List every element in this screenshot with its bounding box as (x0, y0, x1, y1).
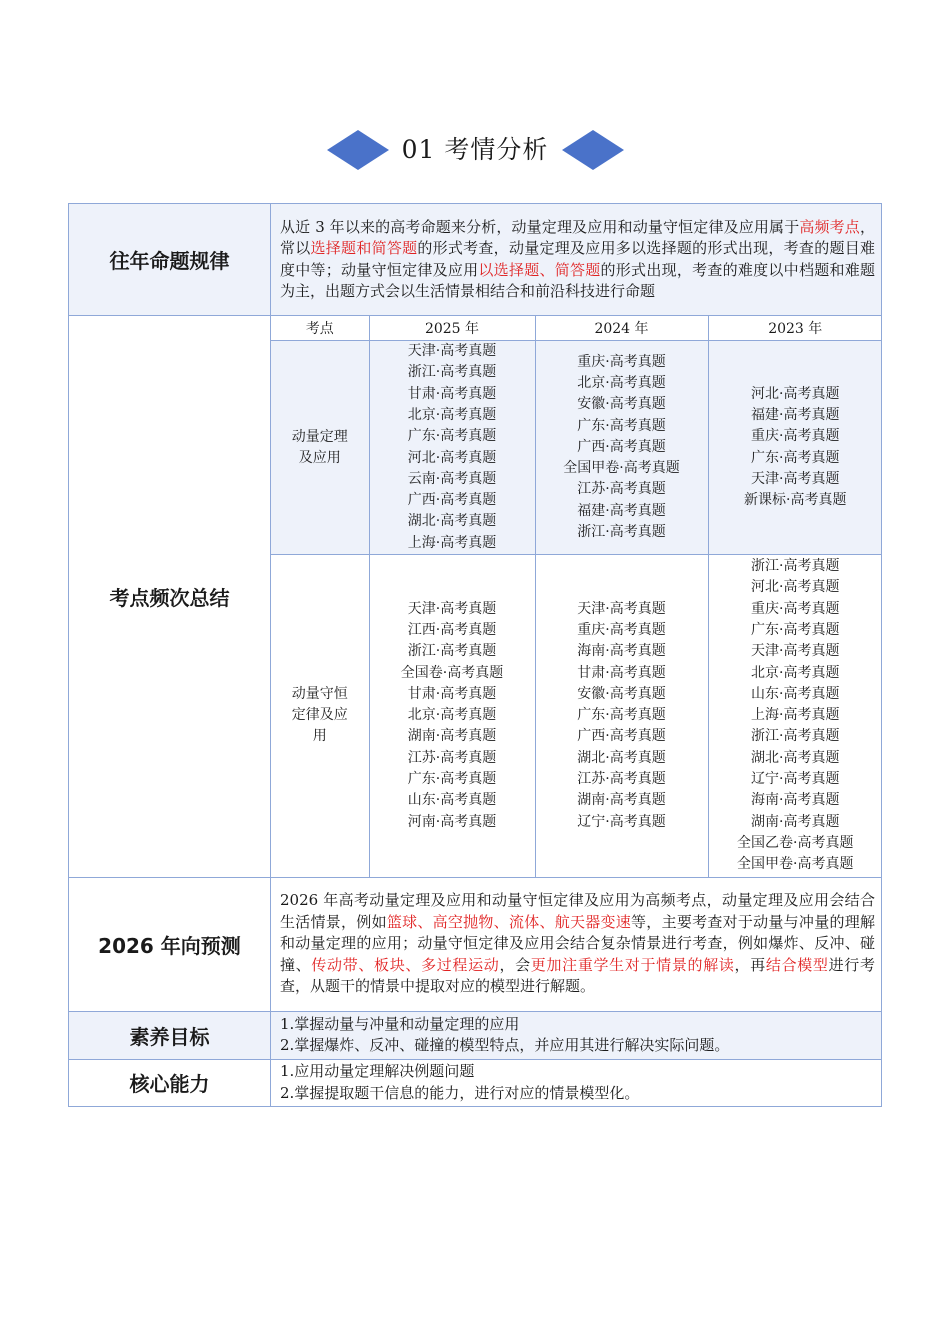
header-2025: 2025 年 (369, 316, 535, 341)
exam-item: 浙江·高考真题 (751, 558, 840, 575)
exam-item: 海南·高考真题 (751, 792, 840, 809)
exam-item: 福建·高考真题 (751, 406, 840, 423)
exam-item: 北京·高考真题 (751, 664, 840, 681)
body-text: ，常以 (280, 217, 875, 257)
exam-item: 重庆·高考真题 (577, 353, 666, 370)
exam-item: 广东·高考真题 (751, 449, 840, 466)
literacy-cell (271, 1011, 882, 1059)
literacy-line: 2.掌握爆炸、反冲、碰撞的模型特点，并应用其进行解决实际问题。 (280, 1036, 730, 1054)
row-label-pattern: 往年命题规律 (69, 204, 271, 316)
exam-item: 安徽·高考真题 (577, 685, 666, 702)
point-name (271, 341, 369, 555)
list-2025 (369, 341, 535, 555)
exam-list (709, 384, 883, 512)
exam-item: 江西·高考真题 (407, 621, 497, 638)
exam-item: 浙江·高考真题 (407, 643, 497, 660)
list-2024 (535, 341, 708, 555)
highlight-text: 篮球、高空抛物、流体、航天器变速 (386, 912, 632, 931)
exam-item: 广西·高考真题 (407, 492, 497, 509)
point-name-text: 动量定理及应用 (291, 428, 348, 466)
point-name-text: 动量守恒定律及应用 (291, 686, 348, 745)
exam-item: 辽宁·高考真题 (577, 813, 666, 830)
exam-item: 广东·高考真题 (751, 621, 840, 638)
exam-item: 辽宁·高考真题 (751, 770, 840, 787)
list-2023 (708, 341, 882, 555)
exam-item: 江苏·高考真题 (407, 749, 497, 766)
row-forecast (69, 877, 882, 1011)
exam-item: 湖北·高考真题 (577, 749, 666, 766)
exam-item: 江苏·高考真题 (577, 481, 666, 498)
body-text: ，会 (499, 955, 531, 974)
exam-item: 湖北·高考真题 (751, 749, 840, 766)
highlight-text: 以选择题、简答题 (478, 260, 601, 279)
exam-list (370, 341, 535, 554)
row-label-ability: 核心能力 (69, 1059, 271, 1106)
list-2023 (708, 555, 882, 877)
row-frequency (69, 316, 882, 878)
exam-item: 全国卷·高考真题 (400, 664, 504, 681)
exam-item: 湖南·高考真题 (577, 792, 666, 809)
page-title: 01 考情分析 (401, 135, 549, 164)
frequency-table (271, 316, 882, 877)
exam-item: 山东·高考真题 (751, 685, 840, 702)
forecast-text (271, 889, 881, 999)
body-text: ，再 (734, 955, 766, 974)
row-label-literacy: 素养目标 (69, 1011, 271, 1059)
exam-item: 天津·高考真题 (577, 600, 666, 617)
exam-item: 重庆·高考真题 (751, 428, 840, 445)
literacy-line: 1.掌握动量与冲量和动量定理的应用 (280, 1014, 520, 1033)
body-text: 等，主要考查对于动量与冲量的理解和动量定理的应用；动量守恒定律及应用会结合复杂情景进行考查，例如爆炸、反冲、碰撞、 (280, 912, 875, 974)
exam-item: 全国甲卷·高考真题 (737, 856, 854, 873)
ability-cell (271, 1059, 882, 1106)
exam-item: 上海·高考真题 (407, 534, 497, 551)
exam-item: 重庆·高考真题 (577, 621, 666, 638)
highlight-text: 选择题和简答题 (310, 239, 418, 257)
exam-item: 天津·高考真题 (407, 343, 497, 360)
exam-item: 北京·高考真题 (407, 406, 497, 423)
point-name (271, 555, 369, 877)
exam-item: 湖南·高考真题 (751, 813, 840, 830)
exam-item: 河北·高考真题 (751, 385, 840, 402)
row-label-forecast: 2026 年向预测 (69, 877, 271, 1011)
header-2024: 2024 年 (535, 316, 708, 341)
exam-item: 甘肃·高考真题 (577, 664, 666, 681)
frequency-row-theorem (271, 341, 882, 555)
row-ability (69, 1059, 882, 1106)
exam-item: 上海·高考真题 (751, 707, 840, 724)
exam-item: 甘肃·高考真题 (407, 385, 497, 402)
exam-item: 北京·高考真题 (577, 374, 666, 391)
body-text: 从近 3 年以来的高考命题来分析，动量定理及应用和动量守恒定律及应用属于 (280, 217, 800, 236)
exam-item: 浙江·高考真题 (751, 728, 840, 745)
list-2025 (369, 555, 535, 877)
exam-item: 浙江·高考真题 (577, 524, 666, 541)
highlight-text: 结合模型 (765, 955, 829, 974)
exam-item: 北京·高考真题 (407, 707, 497, 724)
exam-item: 广西·高考真题 (577, 438, 666, 455)
pattern-cell (271, 204, 882, 316)
exam-item: 河北·高考真题 (407, 449, 497, 466)
exam-item: 福建·高考真题 (577, 502, 666, 519)
exam-item: 广东·高考真题 (407, 770, 497, 787)
header-point: 考点 (271, 316, 369, 341)
row-label-frequency: 考点频次总结 (69, 316, 271, 878)
title-banner (0, 128, 950, 172)
diamond-right-icon (562, 128, 624, 172)
exam-item: 甘肃·高考真题 (407, 685, 497, 702)
highlight-text: 高频考点 (799, 217, 860, 236)
row-literacy (69, 1011, 882, 1059)
exam-item: 浙江·高考真题 (407, 364, 497, 381)
exam-item: 河南·高考真题 (407, 813, 497, 830)
exam-list (536, 599, 708, 833)
frequency-header-row (271, 316, 882, 341)
exam-item: 广西·高考真题 (577, 728, 666, 745)
body-text: 进行考查，从题干的情景中提取对应的模型进行解题。 (280, 955, 875, 996)
ability-line: 1.应用动量定理解决例题问题 (280, 1062, 475, 1080)
exam-list (370, 599, 535, 833)
exam-item: 河北·高考真题 (751, 579, 840, 596)
exam-list (709, 556, 883, 875)
exam-item: 云南·高考真题 (407, 470, 497, 487)
exam-list (536, 352, 708, 544)
exam-item: 广东·高考真题 (577, 707, 666, 724)
body-text: 的形式考查，动量定理及应用多以选择题的形式出现，考查的题目难度中等；动量守恒定律及应用 (280, 239, 875, 279)
frequency-cell (271, 316, 882, 878)
exam-item: 湖北·高考真题 (407, 513, 497, 530)
exam-item: 海南·高考真题 (577, 643, 666, 660)
row-pattern (69, 204, 882, 316)
exam-item: 天津·高考真题 (751, 470, 840, 487)
exam-item: 安徽·高考真题 (577, 396, 666, 413)
forecast-cell (271, 877, 882, 1011)
analysis-table (68, 203, 882, 1107)
highlight-text: 传动带、板块、多过程运动 (311, 955, 500, 974)
body-text: 2026 年高考动量定理及应用和动量守恒定律及应用为高频考点，动量定理及应用会结合生活情景，例如 (280, 891, 875, 931)
exam-item: 山东·高考真题 (407, 792, 497, 809)
body-text: 的形式出现，考查的难度以中档题和难题为主，出题方式会以生活情景相结合和前沿科技进行命题 (280, 260, 875, 300)
highlight-text: 更加注重学生对于情景的解读 (530, 955, 735, 974)
header-2023: 2023 年 (708, 316, 882, 341)
exam-item: 全国甲卷·高考真题 (563, 460, 680, 477)
exam-item: 新课标·高考真题 (744, 492, 847, 509)
exam-item: 全国乙卷·高考真题 (737, 834, 854, 851)
exam-item: 广东·高考真题 (407, 428, 497, 445)
frequency-row-conservation (271, 555, 882, 877)
exam-item: 天津·高考真题 (407, 600, 497, 617)
pattern-text (271, 216, 881, 304)
exam-item: 江苏·高考真题 (577, 770, 666, 787)
exam-item: 湖南·高考真题 (407, 728, 497, 745)
exam-item: 重庆·高考真题 (751, 600, 840, 617)
exam-item: 广东·高考真题 (577, 417, 666, 434)
exam-item: 天津·高考真题 (751, 643, 840, 660)
ability-line: 2.掌握提取题干信息的能力，进行对应的情景模型化。 (280, 1083, 640, 1102)
list-2024 (535, 555, 708, 877)
